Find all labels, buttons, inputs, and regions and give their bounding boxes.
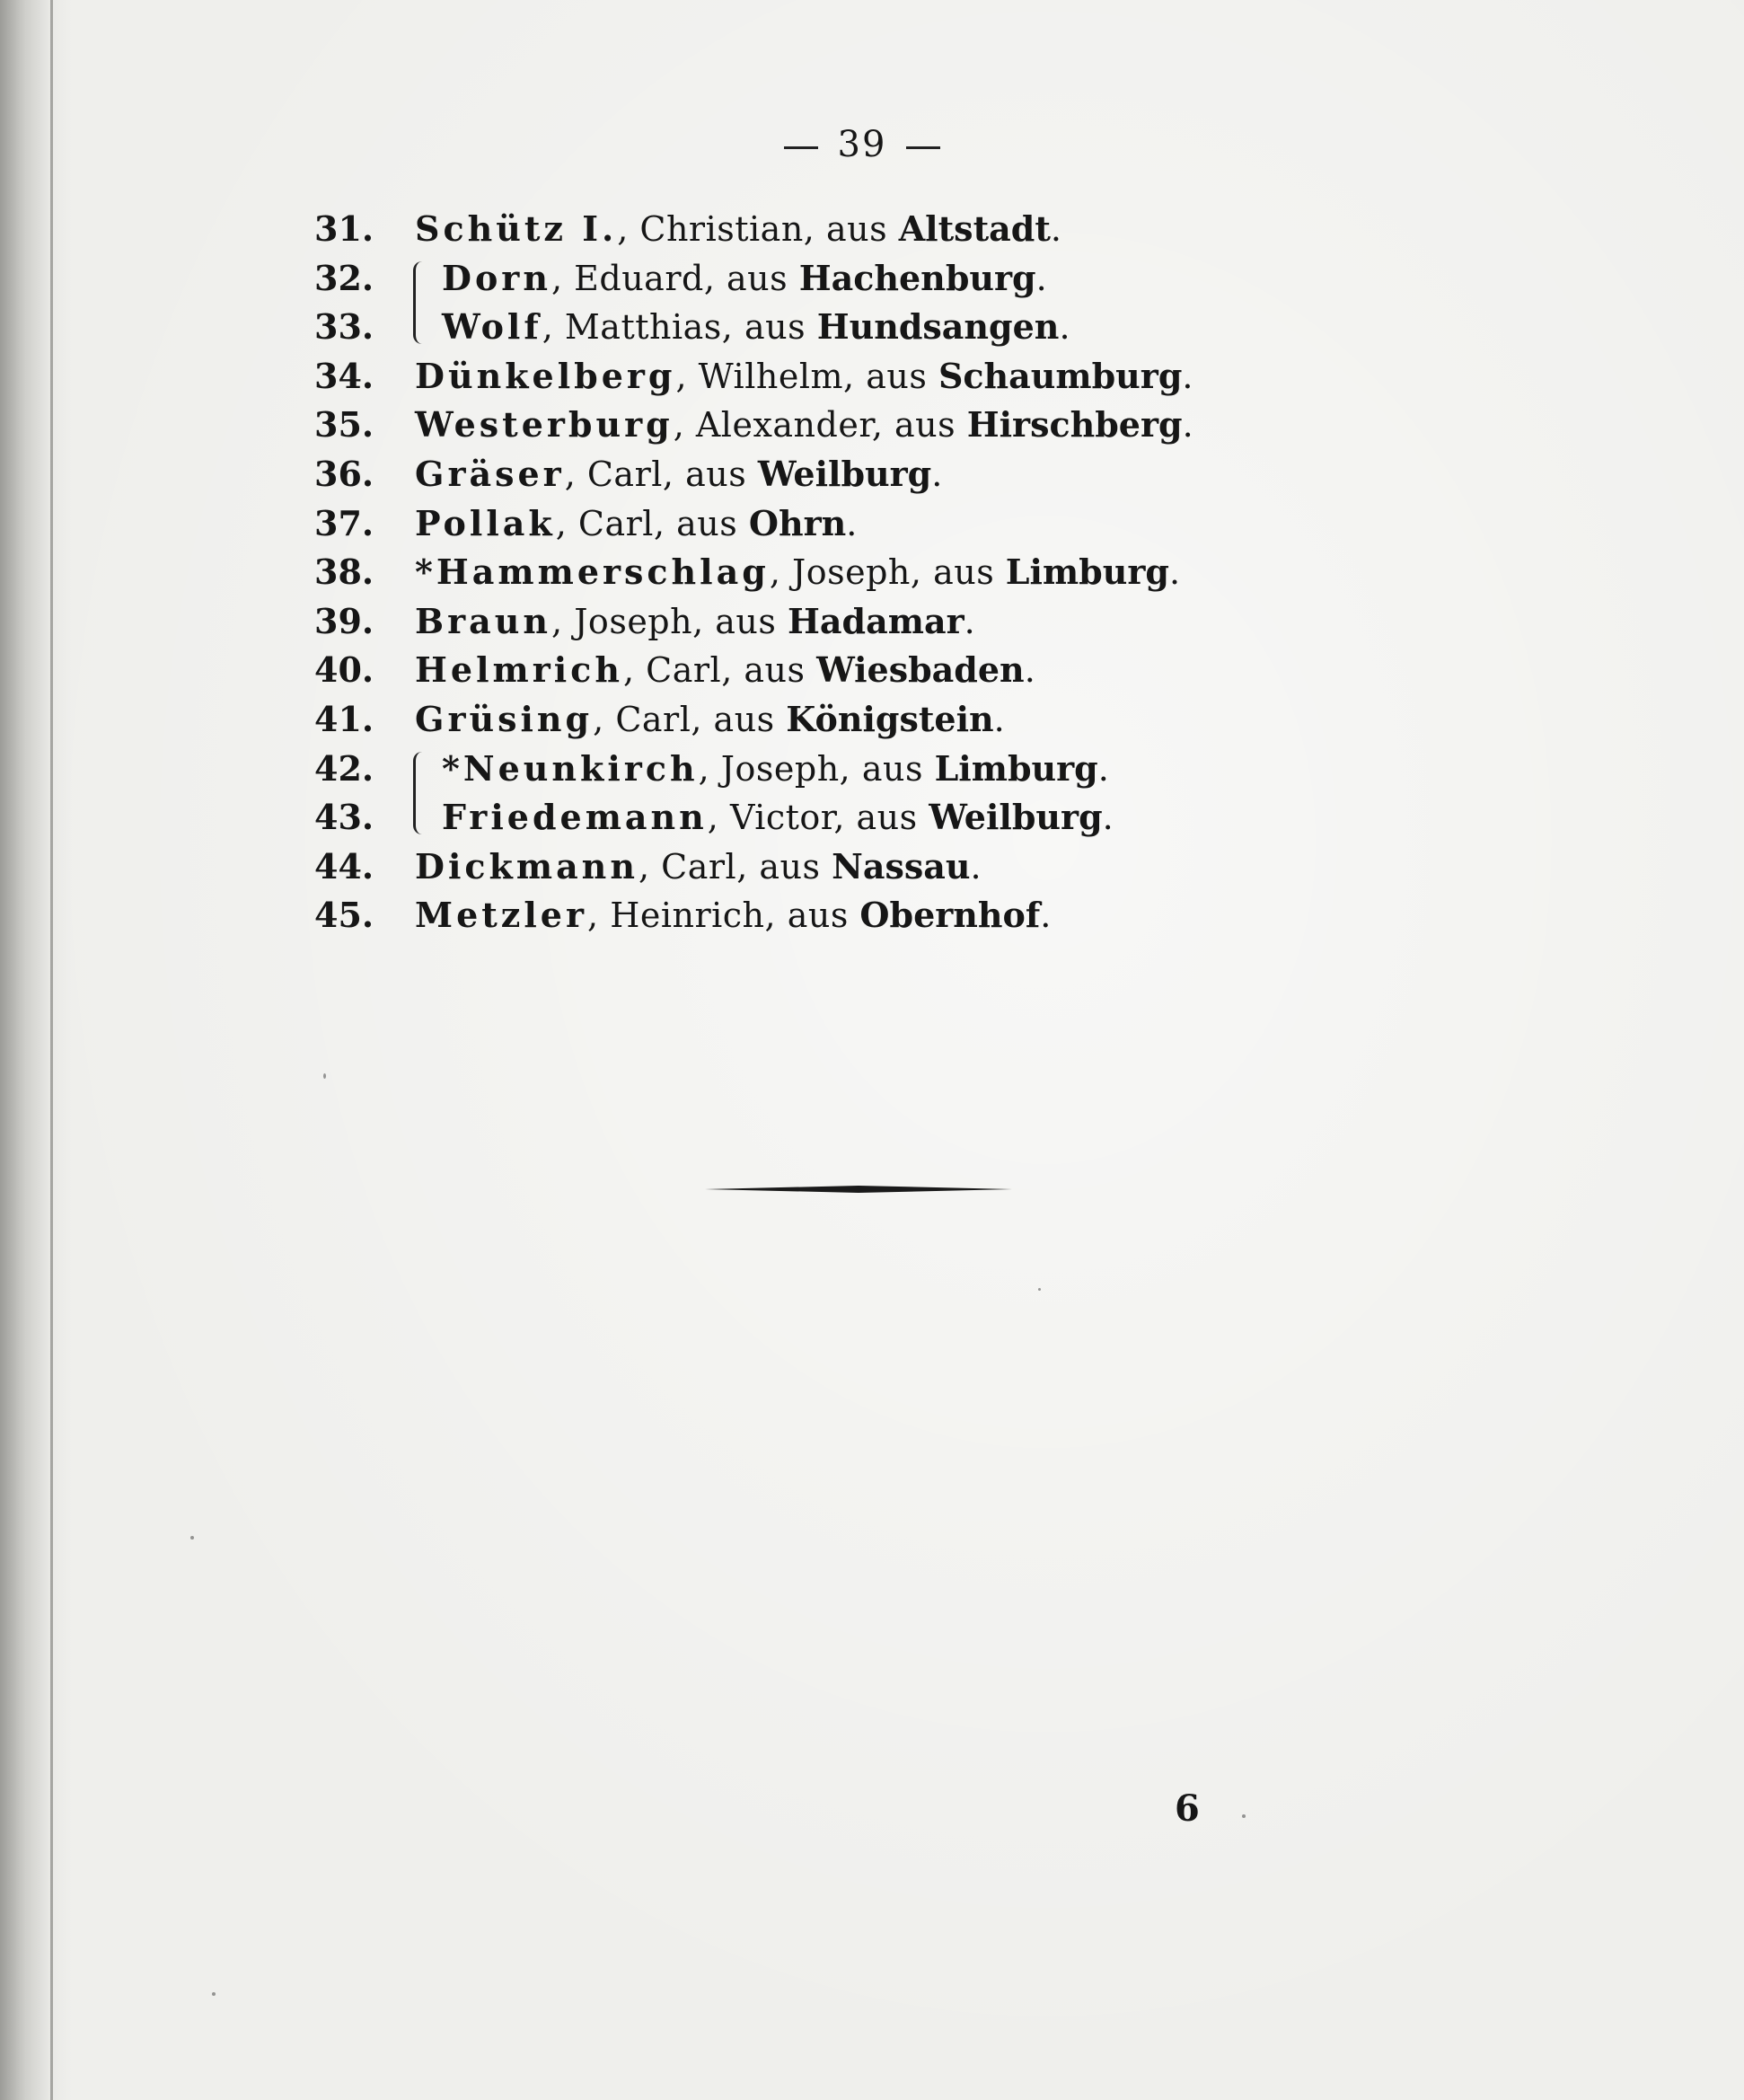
- list-item: [314, 352, 1257, 401]
- entry-text: Helmrich, Carl, aus Wiesbaden.: [415, 649, 1036, 691]
- list-item: [314, 843, 1257, 892]
- entry-number: 33.: [314, 306, 374, 348]
- list-item: [314, 548, 1257, 597]
- header-dash-right: [906, 146, 940, 149]
- list-item: [314, 646, 1257, 695]
- binding-shadow: [0, 0, 72, 2100]
- entry-surname: *Neunkirch: [442, 747, 699, 789]
- entry-place: Limburg: [1005, 551, 1169, 593]
- entry-given-name: Carl: [586, 454, 663, 494]
- entry-text: Friedemann, Victor, aus Weilburg.: [442, 797, 1114, 838]
- entry-connector: aus: [676, 503, 738, 543]
- entry-given-name: Carl: [577, 503, 654, 543]
- entry-given-name: Carl: [661, 846, 737, 887]
- entry-connector: aus: [787, 896, 849, 936]
- entry-number: 43.: [314, 797, 374, 838]
- ornamental-rule: [705, 1185, 1012, 1194]
- entry-place: Wiesbaden: [816, 649, 1025, 691]
- entry-number: 35.: [314, 404, 374, 446]
- entry-number: 37.: [314, 502, 374, 543]
- entry-surname: Grüsing: [415, 698, 594, 739]
- entry-connector: aus: [825, 209, 888, 249]
- entry-connector: aus: [759, 846, 821, 887]
- entry-place: Hundsangen: [816, 306, 1060, 348]
- rule-shape: [705, 1186, 1012, 1193]
- entry-connector: aus: [744, 307, 806, 348]
- list-item: [314, 205, 1257, 254]
- paper-speck: [212, 1992, 216, 1996]
- entry-surname: Gräser: [415, 453, 565, 494]
- entry-surname: Schütz I.: [415, 208, 618, 249]
- entry-text: Gräser, Carl, aus Weilburg.: [415, 453, 943, 494]
- page-header: [736, 124, 988, 165]
- entry-text: Westerburg, Alexander, aus Hirschberg.: [415, 404, 1194, 446]
- entry-place: Ohrn: [748, 502, 847, 543]
- entry-connector: aus: [726, 258, 788, 298]
- signature-mark: 6: [1175, 1787, 1200, 1830]
- entry-surname: Helmrich: [415, 649, 623, 691]
- entry-connector: aus: [856, 798, 918, 838]
- entry-place: Weilburg: [929, 797, 1103, 838]
- entry-given-name: Carl: [615, 699, 691, 739]
- entry-given-name: Christian: [639, 209, 804, 249]
- list-item: [314, 450, 1257, 499]
- entry-given-name: Matthias: [564, 307, 722, 348]
- entry-surname: Friedemann: [442, 797, 708, 838]
- entry-connector: aus: [715, 601, 777, 641]
- list-item: [314, 695, 1257, 745]
- entry-number: 41.: [314, 698, 374, 739]
- paper-speck: [1038, 1288, 1041, 1291]
- entry-number: 32.: [314, 257, 374, 298]
- entry-surname: Metzler: [415, 895, 588, 936]
- entry-given-name: Joseph: [720, 748, 840, 789]
- list-item: [314, 401, 1257, 450]
- entry-place: Königstein: [786, 698, 994, 739]
- entry-place: Hadamar: [788, 600, 964, 641]
- entry-given-name: Alexander: [695, 405, 872, 446]
- list-item: [314, 499, 1257, 549]
- entry-text: Braun, Joseph, aus Hadamar.: [415, 600, 976, 641]
- entry-text: *Hammerschlag, Joseph, aus Limburg.: [415, 551, 1181, 593]
- list-item: [314, 891, 1257, 940]
- entry-text: Dünkelberg, Wilhelm, aus Schaumburg.: [415, 355, 1193, 396]
- entry-place: Nassau: [832, 845, 971, 887]
- entry-surname: Dünkelberg: [415, 355, 676, 396]
- entry-surname: Westerburg: [415, 404, 674, 446]
- entry-connector: aus: [744, 650, 806, 691]
- entry-number: 34.: [314, 355, 374, 396]
- entry-surname: Braun: [415, 600, 552, 641]
- entry-surname: Wolf: [442, 306, 542, 348]
- entry-given-name: Joseph: [574, 601, 693, 641]
- entry-connector: aus: [685, 454, 747, 494]
- entry-connector: aus: [933, 552, 995, 593]
- entry-given-name: Heinrich: [610, 896, 765, 936]
- entry-connector: aus: [861, 748, 923, 789]
- entry-place: Hirschberg: [966, 404, 1183, 446]
- entry-surname: Dickmann: [415, 845, 639, 887]
- entry-given-name: Joseph: [791, 552, 911, 593]
- entry-given-name: Wilhelm: [698, 356, 844, 396]
- entry-number: 44.: [314, 845, 374, 887]
- header-dash-left: [784, 146, 818, 149]
- entry-place: Altstadt: [898, 208, 1051, 249]
- entry-text: Dorn, Eduard, aus Hachenburg.: [442, 257, 1048, 298]
- entry-given-name: Carl: [646, 650, 722, 691]
- entry-place: Limburg: [934, 747, 1098, 789]
- entry-text: Wolf, Matthias, aus Hundsangen.: [442, 306, 1071, 348]
- page-number: 39: [837, 124, 887, 165]
- entry-number: 40.: [314, 649, 374, 691]
- student-list: [314, 205, 1257, 940]
- list-item: [314, 303, 1257, 352]
- entry-surname: *Hammerschlag: [415, 551, 770, 593]
- paper-speck: [190, 1536, 194, 1540]
- entry-number: 42.: [314, 747, 374, 789]
- entry-text: Grüsing, Carl, aus Königstein.: [415, 698, 1006, 739]
- entry-connector: aus: [894, 405, 956, 446]
- paper-speck: [323, 1073, 326, 1079]
- entry-place: Weilburg: [757, 453, 932, 494]
- entry-connector: aus: [866, 356, 928, 396]
- entry-place: Obernhof: [859, 895, 1041, 936]
- entry-connector: aus: [713, 699, 775, 739]
- entry-given-name: Victor: [729, 798, 834, 838]
- entry-surname: Pollak: [415, 502, 556, 543]
- paper-speck: [1242, 1814, 1246, 1818]
- entry-text: Dickmann, Carl, aus Nassau.: [415, 845, 982, 887]
- binding-edge: [50, 0, 53, 2100]
- list-item: [314, 793, 1257, 843]
- entry-number: 38.: [314, 551, 374, 593]
- entry-surname: Dorn: [442, 257, 551, 298]
- list-item: [314, 254, 1257, 304]
- list-item: [314, 597, 1257, 647]
- list-item: [314, 745, 1257, 794]
- entry-number: 45.: [314, 895, 374, 936]
- entry-place: Hachenburg: [798, 257, 1036, 298]
- entry-text: *Neunkirch, Joseph, aus Limburg.: [442, 747, 1110, 789]
- entry-place: Schaumburg: [938, 355, 1183, 396]
- entry-number: 36.: [314, 453, 374, 494]
- entry-number: 31.: [314, 208, 374, 249]
- entry-text: Schütz I., Christian, aus Altstadt.: [415, 208, 1062, 249]
- entry-number: 39.: [314, 600, 374, 641]
- entry-text: Metzler, Heinrich, aus Obernhof.: [415, 895, 1052, 936]
- entry-given-name: Eduard: [574, 258, 704, 298]
- entry-text: Pollak, Carl, aus Ohrn.: [415, 502, 858, 543]
